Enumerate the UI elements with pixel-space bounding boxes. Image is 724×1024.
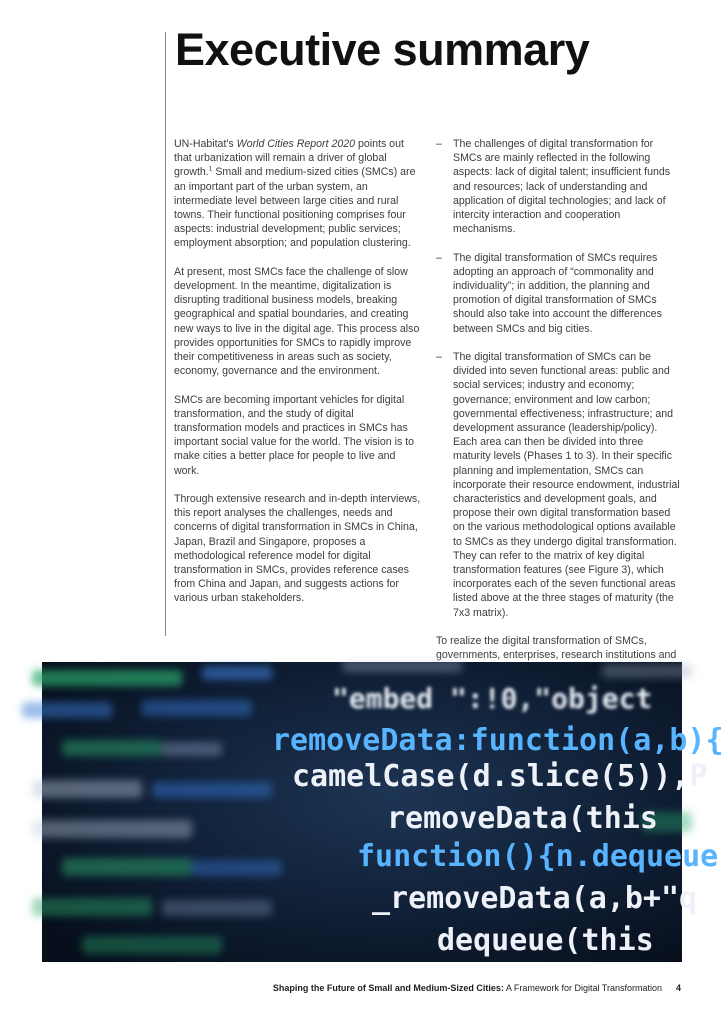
dash-marker: – (436, 138, 442, 150)
code-photo-graphic (42, 662, 724, 962)
p1-text-middle: points out that urbanization will remain a driver of global growth. (174, 138, 404, 179)
page-title: Executive summary (175, 24, 590, 75)
footer-report-title: Shaping the Future of Small and Medium-Sized Cities: (272, 983, 504, 993)
closing-paragraph: To realize the digital transformation of SMCs, governments, enterprises, research institutions and (436, 635, 677, 662)
code-line-7: dequeue(this (437, 923, 654, 958)
left-paragraph-3: SMCs are becoming important vehicles for digital transformation, and the study of digital transformation models and practices in SMCs has important social value for the world. The vision is to make cities a better place for people to live and work. (174, 393, 415, 477)
code-line-5: function(){n.dequeue (357, 839, 719, 874)
code-line-3: camelCase(d.slice(5)),P (292, 759, 708, 794)
vertical-rule (165, 32, 166, 636)
code-line-6: _removeData(a,b+"q (372, 881, 698, 916)
right-column (436, 137, 682, 677)
bullet-text: The challenges of digital transformation for SMCs are mainly reflected in the following aspects: lack of digital talent; insufficient funds and resources; lack of understanding and application of digital technologies; and lack of intercity interaction and cooperation mechanisms. (453, 138, 671, 236)
left-column (174, 137, 422, 606)
footer-subtitle: A Framework for Digital Transformation (503, 983, 662, 993)
report-title-italic: World Cities Report 2020 (236, 138, 356, 150)
page-number: 4 (675, 983, 681, 993)
bullet-text: The digital transformation of SMCs requires adopting an approach of “commonality and individuality”; in addition, the planning and promotion of digital transformation of SMCs should also take into account the differences between SMCs and big cities. (453, 251, 662, 335)
bullet-text: The digital transformation of SMCs can be divided into seven functional areas: public and social services; industry and economy; governance; environment and low carbon; governmental effectiveness; infrastructure; and development assurance (leadership/policy). Each area can then be divided into three maturity levels (Phases 1 to 3). In their specific planning and implementation, SMCs can incorporate their resource endowment, industrial characteristics and development goals, and propose their own digital transformation based on the various methodological options available to SMCs as they undergo digital transformation. They can refer to the matrix of key digital transformation features (see Figure 3), which incorporates each of the seven functional areas listed above at the three stages of maturity (the 7x3 matrix). (453, 351, 680, 619)
footnote-marker: 1 (208, 165, 213, 173)
bullet-item-3 (436, 350, 682, 620)
code-line-1: "embed ":!0,"object (332, 682, 653, 715)
left-paragraph-2: At present, most SMCs face the challenge of slow development. In the meantime, digitalization is disrupting traditional business models, breaking geographical and spatial boundaries, and creating new ways to live in the digital age. This process also provides opportunities for SMCs to rapidly improve their competitiveness in areas such as society, economy, governance and the environment. (174, 265, 420, 378)
bullet-item-1 (436, 137, 682, 236)
code-line-4: removeData(this (387, 801, 658, 836)
bullet-item-2 (436, 251, 682, 336)
p1-text-end: Small and medium-sized cities (SMCs) are an important part of the urban system, an intermediate level between large cities and rural towns. Their functional positioning comprises four aspects: industrial development; public services; employment absorption; and population clustering. (174, 166, 416, 250)
left-paragraph-4: Through extensive research and in-depth interviews, this report analyses the challenges, needs and concerns of digital transformation in SMCs in China, Japan, Brazil and Singapore, proposes a methodological reference model for digital transformation in SMCs, provides reference cases from China and Japan, and suggests actions for various urban stakeholders. (174, 493, 421, 605)
code-line-2: removeData:function(a,b){ (272, 723, 724, 758)
left-paragraph-1 (174, 137, 422, 251)
dash-marker: – (436, 351, 442, 364)
code-screen-photo (42, 662, 724, 962)
page-footer (273, 983, 681, 993)
dash-marker: – (436, 251, 442, 264)
p1-text-start: UN-Habitat's (174, 138, 237, 150)
